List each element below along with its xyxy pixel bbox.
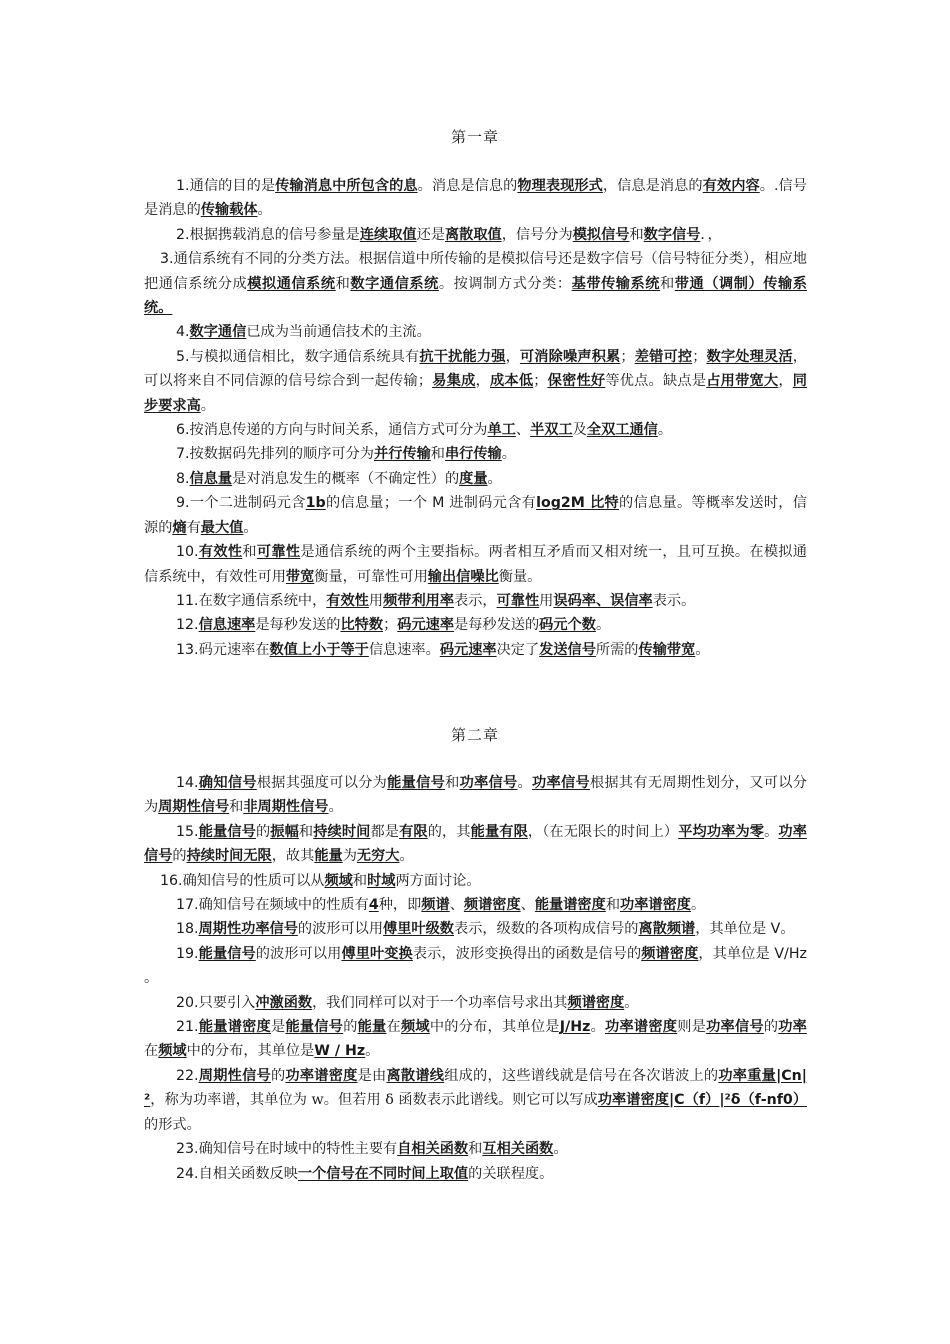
key-term: 差错可控	[634, 348, 693, 365]
key-term: 传输带宽	[638, 641, 696, 658]
body-text: ，信息是消息的	[602, 178, 703, 194]
key-term: 频谱密度	[567, 994, 625, 1011]
body-text: 表示，波形变换得出的函数是信号的	[412, 945, 642, 962]
body-text: 的信息量；一个	[325, 495, 428, 512]
key-term: log2M 比特	[536, 495, 620, 512]
body-text: 。	[517, 775, 533, 791]
key-term: 码元速率	[397, 617, 455, 634]
paragraph-item	[144, 223, 807, 247]
body-text: 。	[657, 422, 673, 439]
key-term: 能量谱密度	[198, 1019, 271, 1036]
body-text: 。	[501, 446, 516, 463]
key-term: 功率信号	[459, 775, 518, 791]
item-number: 3.	[160, 251, 174, 268]
paragraph-item	[144, 991, 807, 1015]
body-text: 。按调制方式分类：	[438, 275, 572, 292]
key-term: 离散频谱	[638, 921, 696, 938]
body-text: 。	[553, 1141, 568, 1158]
key-term: 单工	[487, 422, 516, 439]
key-term: 基带传输系统	[571, 275, 661, 292]
key-term: 同步要求高	[144, 373, 807, 414]
body-text: 有	[186, 519, 201, 536]
body-text: 。	[243, 519, 258, 536]
chapter-2-title: 第二章	[450, 726, 499, 744]
body-text: 。	[200, 397, 215, 414]
body-text: 的	[255, 823, 271, 840]
key-term: 功率重量|Cn|²	[144, 1067, 807, 1109]
key-term: 频谱	[421, 897, 450, 914]
key-term: 熵	[172, 519, 187, 536]
paragraph-item	[144, 589, 807, 613]
body-text: ，	[475, 373, 490, 390]
body-text: 按数据码先排列的顺序可分为	[189, 446, 374, 463]
body-text: 已成为当前通信技术的主流。	[246, 324, 431, 341]
key-term: 模拟信号	[572, 226, 630, 243]
key-term: 比特数	[340, 617, 384, 634]
body-text: 根据其强度可以分为	[256, 775, 388, 791]
item-number: 1.	[176, 178, 190, 194]
key-term: 数字处理灵活	[706, 348, 793, 365]
paragraph-item	[144, 1064, 807, 1137]
key-term: 有效性	[326, 592, 369, 609]
key-term: 傅里叶级数	[383, 921, 454, 938]
key-term: 能量谱密度	[534, 897, 606, 914]
body-text: 表示，	[454, 592, 497, 609]
body-text: 的关联程度。	[468, 1165, 554, 1182]
key-term: 频谱密度	[641, 945, 699, 962]
item-number: 4.	[176, 324, 190, 341]
body-text: 和	[430, 446, 445, 463]
body-text: 则是	[677, 1019, 707, 1036]
key-term: 功率	[778, 1019, 807, 1036]
key-term: 有效性	[198, 544, 243, 561]
key-term: 时域	[367, 872, 396, 889]
key-term: 物理表现形式	[517, 178, 603, 194]
paragraph-item	[144, 820, 807, 869]
chapter-1-content	[144, 174, 807, 662]
body-text: 确知信号在时域中的特性主要有	[198, 1141, 398, 1158]
key-term: 周期性信号	[198, 1067, 271, 1084]
body-text: 的，其	[427, 823, 471, 840]
item-number: 8.	[176, 470, 190, 487]
paragraph-item	[144, 893, 807, 917]
body-text: 。	[695, 641, 710, 658]
key-term: 一个信号在不同时间上取值	[297, 1165, 469, 1182]
item-number: 7.	[176, 446, 190, 463]
body-text: 、	[449, 897, 464, 914]
key-term: 频域	[400, 1019, 430, 1036]
body-text: 的波形可以用	[255, 945, 342, 962]
body-text: 和	[335, 275, 351, 292]
item-number: 9.	[176, 495, 190, 512]
key-term: 能量信号	[285, 1019, 344, 1036]
key-term: 信息量	[189, 470, 233, 487]
key-term: 码元速率	[439, 641, 497, 658]
body-text: 衡量。	[498, 568, 542, 585]
body-text: 确知信号的性质可以从	[182, 872, 325, 889]
key-term: 模拟通信系统	[247, 275, 336, 292]
key-term: 冲激函数	[255, 994, 313, 1011]
body-text: 。	[257, 202, 272, 219]
key-term: 持续时间无限	[186, 848, 272, 865]
key-term: 确知信号	[198, 775, 257, 791]
key-term: 频域	[324, 872, 353, 889]
body-text: 和	[229, 799, 244, 816]
paragraph-item	[144, 771, 807, 820]
body-text: 和	[298, 823, 314, 840]
paragraph-item	[144, 320, 807, 344]
body-text: 和	[605, 897, 621, 914]
key-term: 离散谱线	[386, 1067, 445, 1084]
key-term: 功率谱密度	[620, 897, 691, 914]
key-term: 周期性功率信号	[198, 921, 298, 938]
key-term: 传输载体	[200, 202, 258, 219]
body-text: 和	[352, 872, 368, 889]
key-term: 数值上小于等于	[269, 641, 369, 658]
key-term: 带通（调制）传输系统。	[144, 275, 807, 317]
key-term: J/Hz	[559, 1019, 591, 1036]
key-term: 频带利用率	[383, 592, 455, 609]
body-text: 码元速率在	[198, 641, 270, 658]
item-number: 21.	[176, 1019, 199, 1036]
key-term: 全双工通信	[586, 422, 658, 439]
body-text: ；	[620, 348, 635, 365]
key-term: 最大值	[200, 519, 244, 536]
key-term: 能量信号	[387, 775, 446, 791]
body-text: 。	[328, 799, 343, 816]
key-term: 有效内容	[702, 178, 760, 194]
body-text: 表示。	[652, 592, 696, 609]
key-term: 能量	[357, 1019, 387, 1036]
key-term: 能量信号	[198, 945, 256, 962]
body-text: 的形式。	[144, 1116, 201, 1133]
key-term: 占用带宽大	[706, 373, 779, 390]
item-number: 20.	[176, 994, 199, 1011]
body-text: 中的分布，其单位是	[186, 1043, 315, 1060]
paragraph-item	[144, 638, 807, 662]
body-text: 根据其有无周期性划分，又可以分为	[144, 775, 807, 816]
body-text: 组成的，这些谱线就是信号在各次谐波上的	[444, 1067, 719, 1084]
key-term: 数字通信	[189, 324, 247, 341]
key-term: 度量	[459, 470, 488, 487]
body-text: 。	[690, 897, 706, 914]
key-term: 可消除噪声积累	[519, 348, 621, 365]
item-number: 16.	[160, 872, 183, 889]
body-text: 只要引入	[198, 994, 256, 1011]
item-number: 6.	[176, 422, 190, 439]
body-text: 通信系统有不同的分类方法。根据信道中所传输的是模拟信号还是数字信号（信号特征分类），相应地把通信系统分成	[144, 251, 807, 292]
body-text: 所需的	[595, 641, 639, 658]
body-text: 。	[764, 823, 779, 840]
paragraph-item	[144, 540, 807, 589]
body-text: 的信息量。等概率发送时，信源的	[144, 495, 807, 536]
body-text: ，称为功率谱，其单位为 w。但若用 δ 函数表示此谱线。则它可以写成	[150, 1092, 598, 1109]
item-number: 12.	[176, 617, 199, 634]
body-text: 信息速率。	[368, 641, 440, 658]
key-term: 平均功率为零	[678, 823, 765, 840]
body-text: ；	[533, 373, 548, 390]
body-text: ；	[383, 617, 398, 634]
key-term: 功率信号	[706, 1019, 764, 1036]
body-text: 用	[539, 592, 554, 609]
body-text: 。	[399, 848, 414, 865]
paragraph-item	[144, 467, 807, 491]
item-number: 10.	[176, 544, 199, 561]
body-text: 和	[629, 226, 644, 243]
key-term: 1b	[305, 495, 326, 512]
body-text: 根据携载消息的信号参量是	[189, 226, 360, 243]
body-text: 。	[487, 470, 502, 487]
key-term: 误码率、误信率	[553, 592, 653, 609]
body-text: 进制码元含有	[449, 495, 537, 512]
key-term: 成本低	[489, 373, 534, 390]
item-number: 18.	[176, 921, 199, 938]
body-text: 。消息是信息的	[417, 178, 518, 194]
key-term: 无穷大	[356, 848, 400, 865]
body-text: 。.信号是消息的	[144, 178, 807, 219]
key-term: 带宽	[285, 568, 315, 585]
key-term: 振幅	[270, 823, 299, 840]
body-text: 的	[172, 848, 187, 865]
body-text: 中的分布，其单位是	[429, 1019, 560, 1036]
item-number: 11.	[176, 592, 199, 609]
paragraph-item	[144, 1162, 807, 1186]
body-text: 在	[386, 1019, 401, 1036]
key-term: 抗干扰能力强	[419, 348, 506, 365]
body-text: 表示，级数的各项构成信号的	[454, 921, 639, 938]
key-term: 离散取值	[444, 226, 502, 243]
key-term: 频谱密度	[463, 897, 521, 914]
key-term: 发送信号	[539, 641, 596, 658]
body-text: 是由	[357, 1067, 387, 1084]
body-text: 决定了	[496, 641, 540, 658]
key-term: 频域	[158, 1043, 187, 1060]
key-term: 可靠性	[496, 592, 540, 609]
key-term: 传输消息中所包含的息	[275, 178, 418, 194]
key-term: 周期性信号	[158, 799, 230, 816]
key-term: 保密性好	[547, 373, 606, 390]
body-text: 等优点。缺点是	[605, 373, 707, 390]
key-term: 能量信号	[198, 823, 256, 840]
body-text: ，故其	[271, 848, 315, 865]
body-text: ，	[778, 373, 793, 390]
body-text: 与模拟通信相比，数字通信系统具有	[189, 348, 420, 365]
paragraph-item	[144, 869, 807, 893]
item-number: 24.	[176, 1165, 199, 1182]
paragraph-item	[144, 1015, 807, 1064]
body-text: 种，即	[378, 897, 422, 914]
body-text: 在	[144, 1043, 159, 1060]
body-text: 按消息传递的方向与时间关系，通信方式可分为	[189, 422, 488, 439]
body-text: 是对消息发生的概率（不确定性）的	[232, 470, 460, 487]
body-text: 的	[343, 1019, 358, 1036]
body-text: 用	[368, 592, 384, 609]
key-term: 数字通信系统	[350, 275, 439, 292]
paragraph-item	[144, 442, 807, 466]
item-number: 5.	[176, 348, 190, 365]
key-term: 易集成	[432, 373, 476, 390]
key-term: 信息速率	[198, 617, 256, 634]
key-term: 能量	[314, 848, 343, 865]
key-term: 功率谱密度	[605, 1019, 678, 1036]
body-text: 和	[242, 544, 257, 561]
unit-text: M	[427, 495, 450, 512]
body-text: 和	[445, 775, 460, 791]
key-term: 非周期性信号	[243, 799, 329, 816]
key-term: 能量有限	[470, 823, 528, 840]
body-text: 。	[780, 921, 795, 938]
key-term: 有限	[399, 823, 428, 840]
paragraph-item	[144, 613, 807, 637]
body-text: 和	[660, 275, 675, 292]
key-term: 串行传输	[444, 446, 502, 463]
item-number: 2.	[176, 226, 190, 243]
item-number: 14.	[176, 775, 199, 791]
key-term: 功率谱密度	[285, 1067, 358, 1084]
paragraph-item	[144, 247, 807, 320]
key-term: 4	[368, 897, 379, 914]
body-text: 、	[515, 422, 531, 439]
body-text: 的波形可以用	[297, 921, 384, 938]
key-term: 码元个数	[539, 617, 596, 634]
body-text: 衡量，可靠性可用	[314, 568, 428, 585]
key-term: 连续取值	[359, 226, 417, 243]
body-text: 及	[572, 422, 587, 439]
body-text: 是每秒发送的	[255, 617, 341, 634]
key-term: 并行传输	[374, 446, 431, 463]
unit-text: V	[766, 921, 781, 938]
item-number: 22.	[176, 1067, 199, 1084]
body-text: 是每秒发送的	[454, 617, 540, 634]
body-text: 。	[590, 1019, 606, 1036]
paragraph-item	[144, 942, 807, 991]
key-term: 傅里叶变换	[341, 945, 413, 962]
paragraph-item	[144, 345, 807, 418]
body-text: 一个二进制码元含	[189, 495, 306, 512]
key-term: 可靠性	[256, 544, 301, 561]
body-text: 。	[624, 994, 639, 1011]
body-text: 和	[468, 1141, 483, 1158]
body-text: ，（在无限长的时间上）	[527, 823, 679, 840]
body-text: ，可以将来自不同信源的信号综合到一起传输；	[144, 348, 807, 390]
body-text: ，其单位是	[695, 921, 767, 938]
body-text: ，我们同样可以对于一个功率信号求出其	[312, 994, 568, 1011]
key-term: 持续时间	[313, 823, 371, 840]
body-text: 还是	[416, 226, 445, 243]
paragraph-item	[144, 174, 807, 223]
body-text: ，其单位是	[698, 945, 770, 962]
key-term: 数字信号	[643, 226, 701, 243]
chapter-2-content	[144, 771, 807, 1186]
key-term: 互相关函数	[482, 1141, 554, 1158]
key-term: 半双工	[530, 422, 573, 439]
item-number: 13.	[176, 641, 199, 658]
item-number: 19.	[176, 945, 199, 962]
paragraph-item	[144, 418, 807, 442]
body-text: 的	[270, 1067, 286, 1084]
body-text: 。	[365, 1043, 380, 1060]
body-text: 通信的目的是	[189, 178, 276, 194]
body-text: 。	[595, 617, 611, 634]
paragraph-item	[144, 491, 807, 540]
key-term: 功率信号	[144, 823, 807, 865]
chapter-1-title: 第一章	[450, 128, 499, 146]
body-text: ．，	[700, 226, 722, 243]
item-number: 23.	[176, 1141, 199, 1158]
paragraph-item	[144, 1137, 807, 1161]
item-number: 17.	[176, 897, 199, 914]
body-text: ；	[692, 348, 707, 365]
body-text: ，信号分为	[501, 226, 573, 243]
paragraph-item	[144, 917, 807, 941]
unit-text: V/Hz	[769, 945, 807, 962]
body-text: 两方面讨论。	[395, 872, 481, 889]
key-term: 输出信噪比	[427, 568, 499, 585]
body-text: 都是	[370, 823, 400, 840]
body-text: 在数字通信系统中，	[198, 592, 327, 609]
body-text: 、	[520, 897, 535, 914]
body-text: 的	[763, 1019, 779, 1036]
body-text: 是通信系统的两个主要指标。两者相互矛盾而又相对统一，且可互换。在模拟通信系统中，有效性可用	[144, 544, 807, 585]
key-term: 自相关函数	[397, 1141, 469, 1158]
body-text: 为	[342, 848, 357, 865]
body-text: 是	[271, 1019, 286, 1036]
body-text: 确知信号在频域中的性质有	[198, 897, 369, 914]
key-term: W / Hz	[314, 1043, 366, 1060]
key-term: 功率谱密度|C（f）|²δ（f-nf0）	[597, 1092, 808, 1109]
body-text: 自相关函数反映	[198, 1165, 298, 1182]
key-term: 功率信号	[532, 775, 590, 791]
item-number: 15.	[176, 823, 199, 840]
body-text: ，	[505, 348, 520, 365]
body-text: 。	[144, 970, 159, 987]
